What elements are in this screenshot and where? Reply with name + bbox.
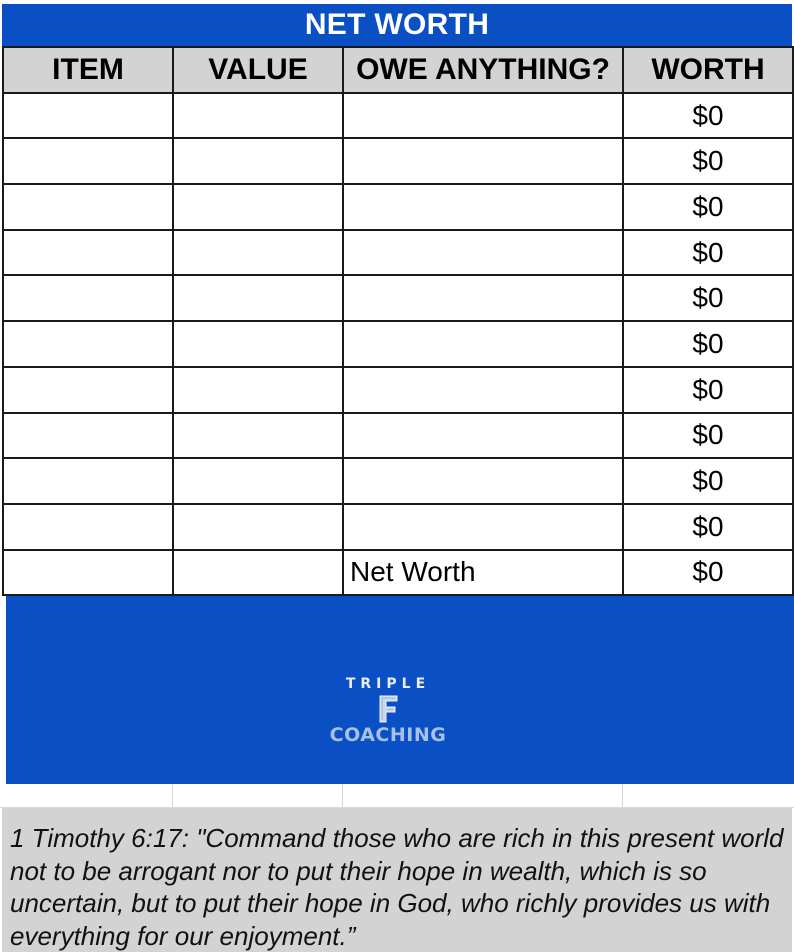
net-worth-table xyxy=(2,46,794,596)
table-row xyxy=(3,184,793,230)
owe-cell[interactable] xyxy=(343,458,623,504)
triple-f-coaching-logo xyxy=(306,676,470,766)
worth-cell[interactable]: $0 xyxy=(623,458,793,504)
table-row xyxy=(3,275,793,321)
total-value-cell[interactable] xyxy=(173,550,343,596)
table-row xyxy=(3,138,793,184)
logo-f-icon xyxy=(376,694,400,724)
worth-cell[interactable]: $0 xyxy=(623,138,793,184)
value-cell[interactable] xyxy=(173,367,343,413)
total-item-cell[interactable] xyxy=(3,550,173,596)
sheet-title: NET WORTH xyxy=(2,4,792,46)
empty-grid-row xyxy=(0,784,794,808)
item-cell[interactable] xyxy=(3,275,173,321)
worth-cell[interactable]: $0 xyxy=(623,321,793,367)
value-cell[interactable] xyxy=(173,230,343,276)
item-cell[interactable] xyxy=(3,93,173,139)
table-row xyxy=(3,367,793,413)
item-cell[interactable] xyxy=(3,321,173,367)
owe-cell[interactable] xyxy=(343,321,623,367)
worth-cell[interactable]: $0 xyxy=(623,184,793,230)
total-row xyxy=(3,550,793,596)
header-worth[interactable]: WORTH xyxy=(623,47,793,93)
owe-cell[interactable] xyxy=(343,275,623,321)
net-worth-total[interactable]: $0 xyxy=(623,550,793,596)
net-worth-label[interactable]: Net Worth xyxy=(343,550,623,596)
worth-cell[interactable]: $0 xyxy=(623,275,793,321)
value-cell[interactable] xyxy=(173,138,343,184)
item-cell[interactable] xyxy=(3,230,173,276)
value-cell[interactable] xyxy=(173,184,343,230)
item-cell[interactable] xyxy=(3,458,173,504)
header-row xyxy=(3,47,793,93)
value-cell[interactable] xyxy=(173,504,343,550)
item-cell[interactable] xyxy=(3,367,173,413)
owe-cell[interactable] xyxy=(343,413,623,459)
table-row xyxy=(3,321,793,367)
item-cell[interactable] xyxy=(3,138,173,184)
owe-cell[interactable] xyxy=(343,184,623,230)
bible-verse: 1 Timothy 6:17: "Command those who are rich in this present world not to be arrogant nor to put their hope in wealth, which is so uncertain, but to put their hope in God, who richly provides us with everything for our enjoyment.” xyxy=(2,808,792,952)
value-cell[interactable] xyxy=(173,413,343,459)
owe-cell[interactable] xyxy=(343,230,623,276)
value-cell[interactable] xyxy=(173,458,343,504)
worth-cell[interactable]: $0 xyxy=(623,367,793,413)
owe-cell[interactable] xyxy=(343,138,623,184)
worth-cell[interactable]: $0 xyxy=(623,504,793,550)
owe-cell[interactable] xyxy=(343,367,623,413)
worth-cell[interactable]: $0 xyxy=(623,93,793,139)
table-row xyxy=(3,230,793,276)
item-cell[interactable] xyxy=(3,504,173,550)
item-cell[interactable] xyxy=(3,413,173,459)
value-cell[interactable] xyxy=(173,275,343,321)
table-row xyxy=(3,93,793,139)
header-item[interactable]: ITEM xyxy=(3,47,173,93)
value-cell[interactable] xyxy=(173,321,343,367)
worth-cell[interactable]: $0 xyxy=(623,230,793,276)
owe-cell[interactable] xyxy=(343,93,623,139)
item-cell[interactable] xyxy=(3,184,173,230)
owe-cell[interactable] xyxy=(343,504,623,550)
logo-coaching-text: COACHING xyxy=(329,724,447,746)
header-owe-anything[interactable]: OWE ANYTHING? xyxy=(343,47,623,93)
worth-cell[interactable]: $0 xyxy=(623,413,793,459)
table-row xyxy=(3,413,793,459)
header-value[interactable]: VALUE xyxy=(173,47,343,93)
brand-banner xyxy=(6,596,794,784)
logo-triple-text: TRIPLE xyxy=(345,676,431,692)
table-row xyxy=(3,458,793,504)
table-row xyxy=(3,504,793,550)
value-cell[interactable] xyxy=(173,93,343,139)
